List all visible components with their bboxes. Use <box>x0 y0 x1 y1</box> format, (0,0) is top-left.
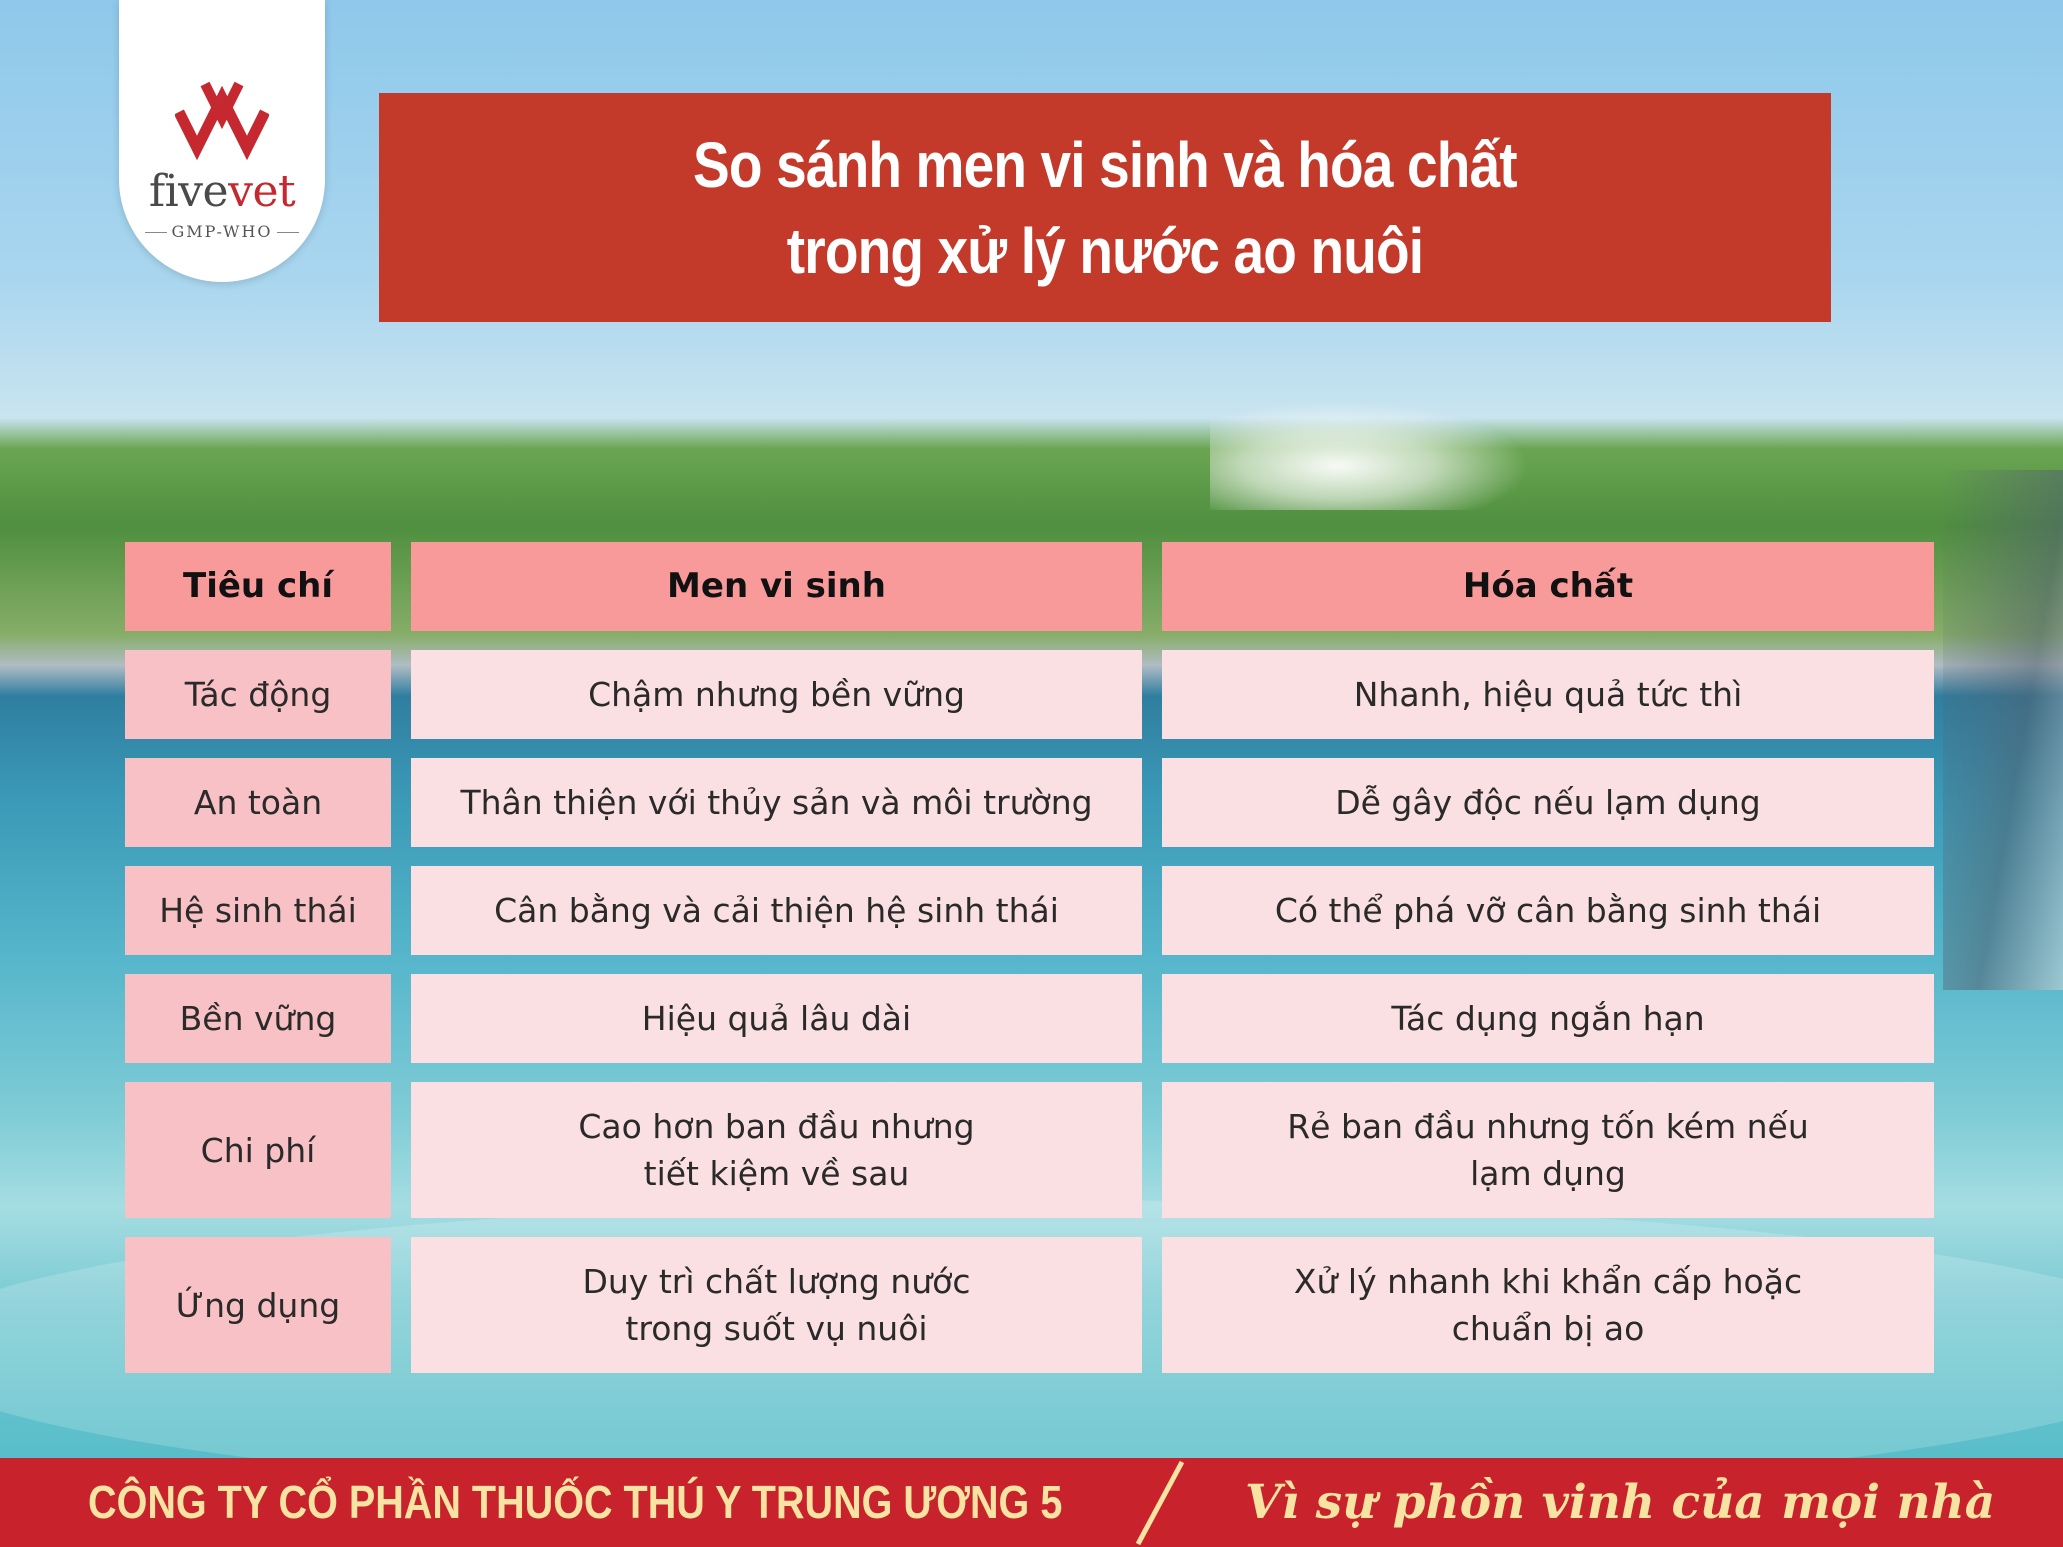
header-criteria: Tiêu chí <box>125 542 391 631</box>
criterion-cell: Hệ sinh thái <box>125 866 391 955</box>
cell-line: Rẻ ban đầu nhưng tốn kém nếu <box>1287 1107 1809 1146</box>
criterion-cell: Ứng dụng <box>125 1237 391 1373</box>
probiotic-cell <box>411 1237 1142 1373</box>
title-banner <box>379 93 1831 322</box>
chemical-cell: Nhanh, hiệu quả tức thì <box>1162 650 1934 739</box>
probiotic-cell <box>411 1082 1142 1218</box>
header-chemical: Hóa chất <box>1162 542 1934 631</box>
cell-line: lạm dụng <box>1470 1154 1626 1193</box>
brand-subtitle: GMP-WHO <box>141 222 303 241</box>
chemical-cell <box>1162 1237 1934 1373</box>
cell-line: tiết kiệm về sau <box>643 1154 910 1193</box>
cell-line: Duy trì chất lượng nước <box>582 1262 971 1301</box>
cell-line: chuẩn bị ao <box>1451 1309 1645 1348</box>
chemical-cell: Có thể phá vỡ cân bằng sinh thái <box>1162 866 1934 955</box>
cell-line: Cao hơn ban đầu nhưng <box>578 1107 975 1146</box>
chemical-cell <box>1162 1082 1934 1218</box>
cell-line: trong suốt vụ nuôi <box>625 1309 928 1348</box>
cell-line: Xử lý nhanh khi khẩn cấp hoặc <box>1293 1262 1803 1301</box>
criterion-cell: Bền vững <box>125 974 391 1063</box>
aerator-splash <box>1210 400 1530 510</box>
company-name: CÔNG TY CỔ PHẦN THUỐC THÚ Y TRUNG ƯƠNG 5 <box>88 1476 1063 1528</box>
criterion-cell: Tác động <box>125 650 391 739</box>
fivevet-w-logo-icon <box>175 78 269 164</box>
brand-name-part1: five <box>148 166 229 217</box>
chemical-cell: Dễ gây độc nếu lạm dụng <box>1162 758 1934 847</box>
chemical-cell: Tác dụng ngắn hạn <box>1162 974 1934 1063</box>
footer-divider-slash <box>1130 1458 1190 1547</box>
probiotic-cell: Thân thiện với thủy sản và môi trường <box>411 758 1142 847</box>
header-probiotic: Men vi sinh <box>411 542 1142 631</box>
criterion-cell: An toàn <box>125 758 391 847</box>
brand-logo <box>119 0 325 282</box>
slogan: Vì sự phồn vinh của mọi nhà <box>1245 1475 1996 1530</box>
pond-bank <box>1943 470 2063 990</box>
brand-name-part2: vet <box>228 166 296 217</box>
title-line-2: trong xử lý nước ao nuôi <box>786 214 1424 287</box>
probiotic-cell: Hiệu quả lâu dài <box>411 974 1142 1063</box>
probiotic-cell: Chậm nhưng bền vững <box>411 650 1142 739</box>
brand-name <box>119 166 325 217</box>
probiotic-cell: Cân bằng và cải thiện hệ sinh thái <box>411 866 1142 955</box>
title-line-1: So sánh men vi sinh và hóa chất <box>693 128 1517 201</box>
footer-bar <box>0 1458 2063 1547</box>
criterion-cell: Chi phí <box>125 1082 391 1218</box>
